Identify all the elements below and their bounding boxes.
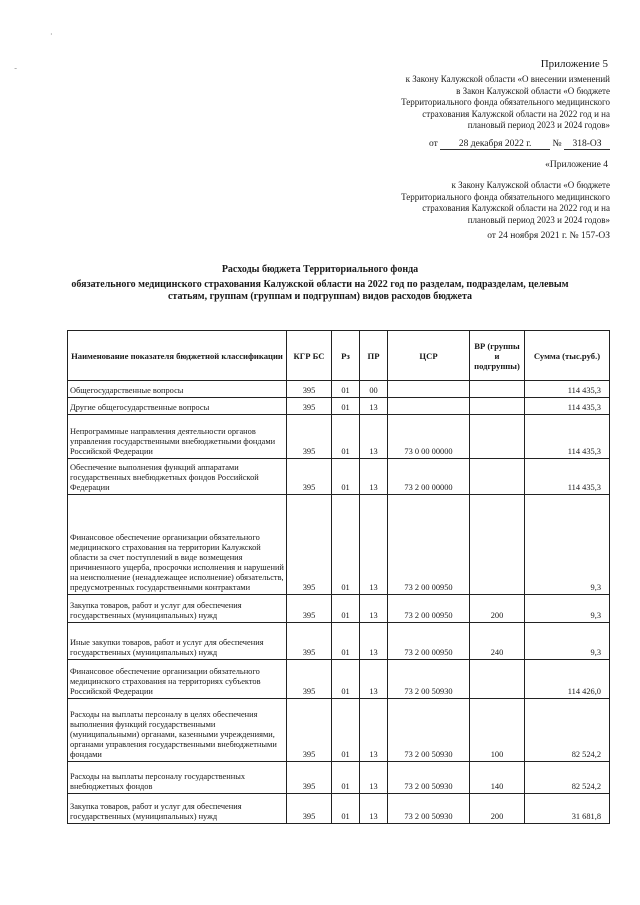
row-name: Обеспечение выполнения функций аппаратами государственных внебюджетных фондов Российской Федерации (68, 459, 287, 495)
row-csr: 73 2 00 50930 (388, 762, 470, 794)
row-csr (388, 381, 470, 398)
table-row (68, 623, 610, 660)
row-name: Расходы на выплаты персоналу государственных внебюджетных фондов (68, 762, 287, 794)
row-vr (470, 415, 525, 459)
row-rz: 01 (332, 660, 360, 699)
row-vr (470, 381, 525, 398)
table-row (68, 495, 610, 595)
table-row (68, 699, 610, 762)
row-name: Другие общегосударственные вопросы (68, 398, 287, 415)
row-csr: 73 2 00 00950 (388, 495, 470, 595)
quoted-appendix: «Приложение 4 (545, 160, 608, 170)
row-pr: 13 (360, 459, 388, 495)
row-kgr: 395 (287, 762, 332, 794)
col-header-csr: ЦСР (388, 331, 470, 381)
row-vr: 140 (470, 762, 525, 794)
col-header-name: Наименование показателя бюджетной классификации (68, 331, 287, 381)
row-pr: 00 (360, 381, 388, 398)
col-header-pr: ПР (360, 331, 388, 381)
row-csr: 73 2 00 00950 (388, 595, 470, 623)
number-prefix: № (552, 139, 562, 149)
row-kgr: 395 (287, 495, 332, 595)
scan-mark: · (50, 30, 53, 39)
row-name: Непрограммные направления деятельности органов управления государственными внебюджетными фондами Российской Федерации (68, 415, 287, 459)
col-header-kgr: КГР БС (287, 331, 332, 381)
row-vr: 200 (470, 595, 525, 623)
table-row (68, 398, 610, 415)
original-law-date: от 24 ноября 2021 г. № 157-ОЗ (487, 231, 610, 241)
row-vr: 200 (470, 794, 525, 824)
row-name: Расходы на выплаты персоналу в целях обеспечения выполнения функций государственными (муниципальными) органами, казенными учреждениями, органами управления государственными внебюджетными фондами (68, 699, 287, 762)
row-rz: 01 (332, 762, 360, 794)
row-kgr: 395 (287, 415, 332, 459)
row-rz: 01 (332, 398, 360, 415)
law-line: Территориального фонда обязательного медицинского (401, 97, 610, 107)
law-line: Территориального фонда обязательного медицинского (401, 191, 610, 202)
row-sum: 114 426,0 (525, 660, 610, 699)
row-kgr: 395 (287, 623, 332, 660)
row-pr: 13 (360, 415, 388, 459)
row-vr: 240 (470, 623, 525, 660)
row-csr: 73 2 00 00950 (388, 623, 470, 660)
table-row (68, 762, 610, 794)
row-csr: 73 2 00 50930 (388, 794, 470, 824)
law-date: 28 декабря 2022 г. (440, 139, 550, 150)
row-kgr: 395 (287, 398, 332, 415)
row-sum: 114 435,3 (525, 398, 610, 415)
scan-mark: ᐨ (14, 66, 18, 75)
table-row (68, 595, 610, 623)
law-line: страхования Калужской области на 2022 год и на (422, 203, 610, 213)
law-line: к Закону Калужской области «О бюджете (451, 180, 610, 190)
row-pr: 13 (360, 794, 388, 824)
row-name: Закупка товаров, работ и услуг для обеспечения государственных (муниципальных) нужд (68, 794, 287, 824)
row-pr: 13 (360, 762, 388, 794)
table-header-row (68, 331, 610, 381)
row-kgr: 395 (287, 794, 332, 824)
law-line: плановый период 2023 и 2024 годов» (467, 214, 610, 225)
row-sum: 114 435,3 (525, 381, 610, 398)
law-line: плановый период 2023 и 2024 годов» (467, 120, 610, 130)
row-pr: 13 (360, 660, 388, 699)
row-rz: 01 (332, 415, 360, 459)
row-sum: 9,3 (525, 595, 610, 623)
budget-table (67, 330, 610, 824)
table-row (68, 459, 610, 495)
row-name: Финансовое обеспечение организации обязательного медицинского страхования на территории Калужской области за счет поступлений в виде возмещения причиненного ущерба, просрочки исполнения и нарушений на неисполнение (ненадлежащее исполнение) обязательств, предусмотренных государственными контрактами (68, 495, 287, 595)
row-vr (470, 660, 525, 699)
document-subtitle (60, 279, 580, 303)
row-sum: 31 681,8 (525, 794, 610, 824)
row-kgr: 395 (287, 459, 332, 495)
row-sum: 114 435,3 (525, 415, 610, 459)
row-sum: 9,3 (525, 623, 610, 660)
row-kgr: 395 (287, 595, 332, 623)
law-date-number (429, 139, 610, 150)
row-name: Общегосударственные вопросы (68, 381, 287, 398)
row-sum: 82 524,2 (525, 699, 610, 762)
table-row (68, 415, 610, 459)
table-row (68, 381, 610, 398)
row-sum: 82 524,2 (525, 762, 610, 794)
row-vr (470, 495, 525, 595)
row-rz: 01 (332, 495, 360, 595)
row-name: Финансовое обеспечение организации обязательного медицинского страхования на территориях субъектов Российской Федерации (68, 660, 287, 699)
row-pr: 13 (360, 595, 388, 623)
row-sum: 9,3 (525, 495, 610, 595)
law-number: 318-ОЗ (564, 139, 610, 150)
row-rz: 01 (332, 699, 360, 762)
row-rz: 01 (332, 459, 360, 495)
row-name: Закупка товаров, работ и услуг для обеспечения государственных (муниципальных) нужд (68, 595, 287, 623)
row-rz: 01 (332, 623, 360, 660)
row-pr: 13 (360, 699, 388, 762)
row-sum: 114 435,3 (525, 459, 610, 495)
date-prefix: от (429, 139, 438, 149)
document-title: Расходы бюджета Территориального фонда (221, 264, 419, 275)
col-header-vr: ВР (группы и подгруппы) (470, 331, 525, 381)
title-line: статьям, группам (группам и подгруппам) видов расходов бюджета (167, 291, 472, 302)
row-kgr: 395 (287, 660, 332, 699)
law-line: к Закону Калужской области «О внесении изменений (405, 74, 610, 84)
appendix-number: Приложение 5 (540, 58, 608, 70)
row-vr: 100 (470, 699, 525, 762)
row-pr: 13 (360, 495, 388, 595)
row-rz: 01 (332, 595, 360, 623)
col-header-rz: Рз (332, 331, 360, 381)
row-csr: 73 2 00 00000 (388, 459, 470, 495)
col-header-sum: Сумма (тыс.руб.) (525, 331, 610, 381)
row-pr: 13 (360, 623, 388, 660)
row-pr: 13 (360, 398, 388, 415)
law-line: страхования Калужской области на 2022 год и на (422, 108, 610, 119)
table-row (68, 660, 610, 699)
row-name: Иные закупки товаров, работ и услуг для обеспечения государственных (муниципальных) нужд (68, 623, 287, 660)
original-law-reference (360, 180, 610, 226)
row-csr (388, 398, 470, 415)
row-csr: 73 0 00 00000 (388, 415, 470, 459)
row-rz: 01 (332, 381, 360, 398)
table-row (68, 794, 610, 824)
row-csr: 73 2 00 50930 (388, 699, 470, 762)
law-reference (350, 74, 610, 132)
row-rz: 01 (332, 794, 360, 824)
row-kgr: 395 (287, 699, 332, 762)
row-csr: 73 2 00 50930 (388, 660, 470, 699)
title-line: обязательного медицинского страхования Калужской области на 2022 год по разделам, подразделам, целевым (71, 279, 569, 290)
row-vr (470, 398, 525, 415)
row-vr (470, 459, 525, 495)
law-line: в Закон Калужской области «О бюджете (456, 85, 610, 96)
row-kgr: 395 (287, 381, 332, 398)
